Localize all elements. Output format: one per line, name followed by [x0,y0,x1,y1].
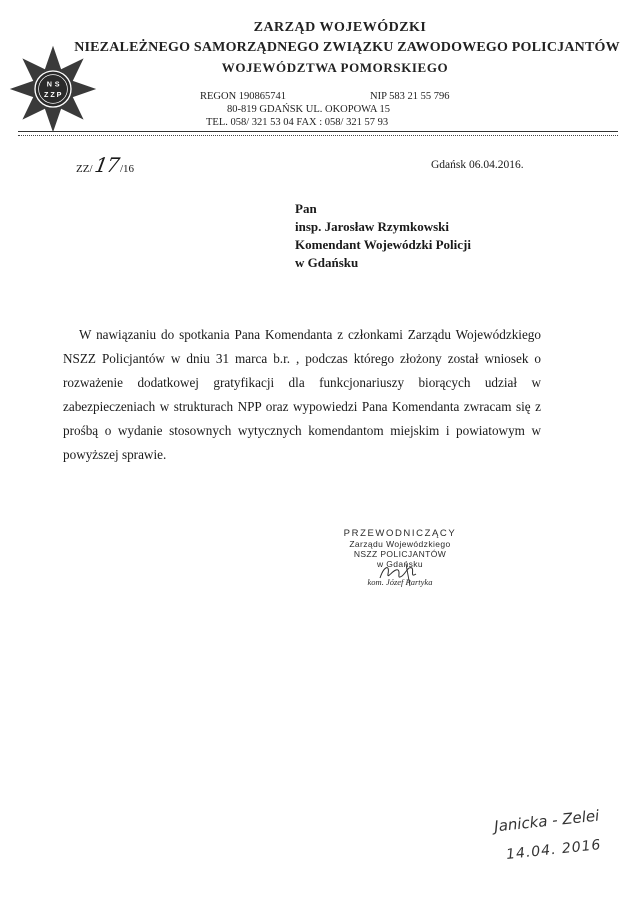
addressee-block [295,200,471,272]
signature-icon [376,560,422,588]
header-tel-fax: TEL. 058/ 321 53 04 FAX : 058/ 321 57 93 [206,117,389,128]
stamp-signatory-name: kom. Józef Partyka [367,577,433,587]
header-divider [18,131,618,132]
addressee-line: w Gdańsku [295,255,359,270]
reference-handwritten-number: 17 [92,153,121,177]
addressee-line: Pan [295,201,317,216]
header-title-line1: ZARZĄD WOJEWÓDZKI [253,20,427,35]
handwritten-note [486,806,606,876]
reference-number [76,153,135,177]
stamp-line: Zarządu Wojewódzkiego [349,539,451,549]
header-nip: NIP 583 21 55 796 [370,91,450,102]
body-paragraph: W nawiązaniu do spotkania Pana Komendanta z członkami Zarządu Wojewódzkiego NSZZ Policjantów w dniu 31 marca b.r. , podczas którego złożony został wniosek o rozważenie dodatkowej gratyfikacji dla funkcjonariuszy biorących udział w zabezpieczeniach w strukturach NPP oraz wypowiedzi Pana Komendanta zwracam się z prośbą o wydanie stosownych wytycznych komendantom miejskim i powiatowym w powyższej sprawie. [63,327,541,462]
header-address: 80-819 GDAŃSK UL. OKOPOWA 15 [227,104,391,115]
svg-text:S: S [54,79,60,89]
svg-text:N: N [46,79,52,89]
reference-prefix: ZZ/ [76,163,93,175]
header-regon: REGON 190865741 [200,91,287,102]
union-logo-icon [8,44,98,134]
svg-text:Z: Z [50,90,55,100]
svg-text:P: P [56,90,62,100]
reference-suffix: /16 [119,163,135,175]
addressee-line: insp. Jarosław Rzymkowski [295,219,449,234]
handwritten-note-name: Janicka - Zelei [493,806,601,836]
letter-body [63,323,541,467]
handwritten-note-date: 14.04. 2016 [505,837,603,863]
stamp-line: NSZZ POLICJANTÓW [353,549,447,559]
header-title-line3: WOJEWÓDZTWA POMORSKIEGO [221,60,449,75]
header-dotted-divider [18,135,618,136]
letter-date: Gdańsk 06.04.2016. [431,159,524,171]
header-title-line2: NIEZALEŻNEGO SAMORZĄDNEGO ZWIĄZKU ZAWODOWEGO POLICJANTÓW [74,40,620,55]
stamp-title: PRZEWODNICZĄCY [343,528,457,539]
stamp-line: w Gdańsku [376,559,424,569]
svg-text:Z: Z [44,90,49,100]
addressee-line: Komendant Wojewódzki Policji [295,237,471,252]
